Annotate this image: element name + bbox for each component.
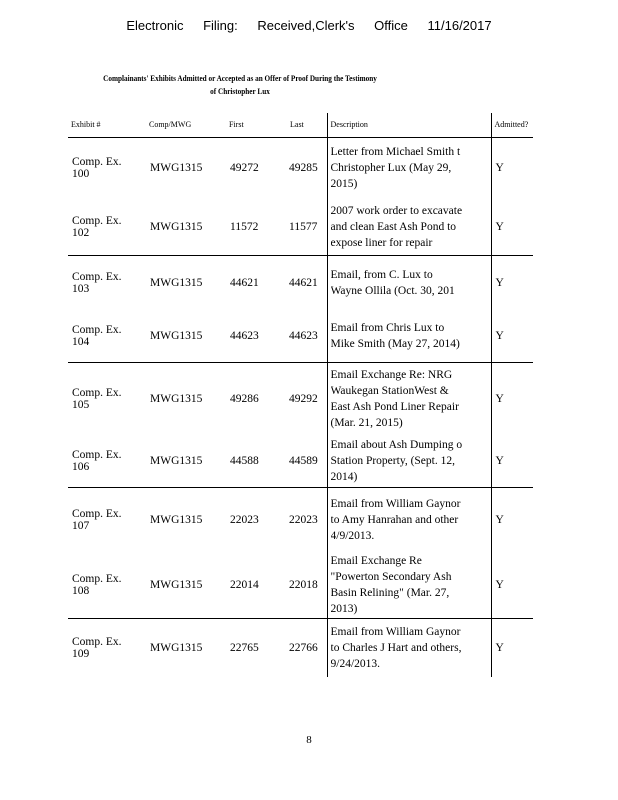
comp-cell: MWG1315 (150, 276, 203, 289)
table-row (68, 199, 533, 256)
last-cell: 11577 (287, 199, 327, 256)
description-line: (Mar. 21, 2015) (330, 416, 403, 429)
exhibit-line: Comp. Ex. (72, 214, 122, 227)
exhibit-cell (68, 256, 146, 310)
description-line: Mike Smith (May 27, 2014) (330, 337, 460, 350)
table-header-row (68, 113, 533, 138)
exhibit-cell (68, 488, 146, 552)
description-cell (327, 138, 491, 199)
description-line: Waukegan StationWest & (330, 384, 449, 397)
description-line: 2015) (330, 178, 358, 191)
description-line: Station Property, (Sept. 12, (330, 454, 455, 467)
exhibit-line: Comp. Ex. (72, 270, 122, 283)
description-line: Email Exchange Re (330, 554, 422, 567)
table-row (68, 256, 533, 310)
header-part: Electronic (126, 18, 184, 33)
table-row (68, 310, 533, 363)
description-cell (327, 199, 491, 256)
description-line: to Charles J Hart and others, (330, 641, 462, 654)
description-line: Christopher Lux (May 29, (330, 162, 452, 175)
description-line: 9/24/2013. (330, 657, 381, 670)
exhibit-line: 100 (72, 168, 90, 181)
filing-header (0, 18, 618, 33)
description-line: 4/9/2013. (330, 529, 375, 542)
column-header-exhibit: Exhibit # (68, 113, 146, 138)
description-line: Email about Ash Dumping o (330, 438, 463, 451)
last-cell: 22018 (287, 552, 327, 619)
description-line: Letter from Michael Smith t (330, 146, 461, 159)
exhibit-line: 103 (72, 282, 90, 295)
first-cell: 22765 (230, 641, 259, 654)
exhibit-cell (68, 552, 146, 619)
description-cell (327, 363, 491, 435)
table-row (68, 619, 533, 677)
comp-cell: MWG1315 (146, 552, 226, 619)
exhibit-line: Comp. Ex. (72, 448, 122, 461)
comp-cell: MWG1315 (150, 392, 203, 405)
admitted-cell: Y (495, 392, 504, 405)
header-part: Received,Clerk's (257, 18, 355, 33)
table-row (68, 488, 533, 552)
exhibit-line: 109 (72, 647, 90, 660)
comp-cell: MWG1315 (146, 435, 226, 488)
document-title (96, 72, 385, 98)
last-cell: 22766 (287, 619, 327, 677)
exhibit-line: Comp. Ex. (72, 156, 122, 169)
exhibit-line: 106 (72, 460, 90, 473)
header-part: Filing: (203, 18, 238, 33)
comp-cell: MWG1315 (150, 641, 203, 654)
first-cell: 44588 (226, 435, 287, 488)
description-line: Email from Chris Lux to (330, 321, 445, 334)
comp-cell: MWG1315 (150, 513, 203, 526)
admitted-cell: Y (495, 276, 504, 289)
description-line: Basin Relining" (Mar. 27, (330, 586, 450, 599)
page-number: 8 (306, 734, 312, 746)
header-part: Office (374, 18, 408, 33)
table-row (68, 138, 533, 199)
description-line: expose liner for repair (330, 236, 433, 249)
last-cell: 22023 (287, 488, 327, 552)
comp-cell: MWG1315 (146, 199, 226, 256)
exhibit-cell (68, 363, 146, 435)
description-cell (327, 310, 491, 363)
description-cell (327, 256, 491, 310)
admitted-cell: Y (491, 310, 533, 363)
exhibit-line: 104 (72, 335, 90, 348)
description-cell (327, 619, 491, 677)
admitted-cell: Y (495, 513, 504, 526)
exhibit-line: Comp. Ex. (72, 572, 122, 585)
first-cell: 22014 (226, 552, 287, 619)
first-cell: 49272 (230, 162, 259, 175)
description-cell (327, 435, 491, 488)
description-cell (327, 552, 491, 619)
column-header-description: Description (327, 113, 491, 138)
description-line: Email Exchange Re: NRG (330, 368, 453, 381)
exhibit-line: 108 (72, 584, 90, 597)
exhibit-line: 105 (72, 398, 90, 411)
description-line: "Powerton Secondary Ash (330, 570, 452, 583)
description-line: Wayne Ollila (Oct. 30, 201 (330, 284, 455, 297)
exhibit-line: 102 (72, 226, 90, 239)
admitted-cell: Y (495, 162, 504, 175)
last-cell: 44623 (287, 310, 327, 363)
description-line: Email, from C. Lux to (330, 268, 433, 281)
description-line: to Amy Hanrahan and other (330, 513, 459, 526)
last-cell: 44621 (287, 256, 327, 310)
comp-cell: MWG1315 (150, 162, 203, 175)
first-cell: 11572 (226, 199, 287, 256)
table-row (68, 435, 533, 488)
description-line: 2014) (330, 470, 358, 483)
column-header-first: First (226, 113, 287, 138)
description-cell (327, 488, 491, 552)
exhibit-cell (68, 435, 146, 488)
column-header-admitted: Admitted? (491, 113, 533, 138)
first-cell: 49286 (230, 392, 259, 405)
column-header-last: Last (287, 113, 327, 138)
exhibits-table (68, 113, 533, 677)
description-line: East Ash Pond Liner Repair (330, 400, 459, 413)
last-cell: 44589 (287, 435, 327, 488)
first-cell: 22023 (230, 513, 259, 526)
admitted-cell: Y (491, 199, 533, 256)
exhibit-line: Comp. Ex. (72, 386, 122, 399)
last-cell: 49285 (287, 138, 327, 199)
description-line: Email from William Gaynor (330, 625, 461, 638)
description-line: 2013) (330, 602, 358, 615)
admitted-cell: Y (495, 641, 504, 654)
title-line-2: of Christopher Lux (210, 86, 270, 96)
exhibit-line: Comp. Ex. (72, 635, 122, 648)
exhibit-line: Comp. Ex. (72, 323, 122, 336)
exhibit-line: Comp. Ex. (72, 507, 122, 520)
exhibit-cell (68, 199, 146, 256)
first-cell: 44621 (230, 276, 259, 289)
description-line: 2007 work order to excavate (330, 204, 463, 217)
admitted-cell: Y (491, 552, 533, 619)
table-row (68, 363, 533, 435)
exhibit-cell (68, 310, 146, 363)
admitted-cell: Y (491, 435, 533, 488)
description-line: Email from William Gaynor (330, 497, 461, 510)
description-line: and clean East Ash Pond to (330, 220, 457, 233)
title-line-1: Complainants' Exhibits Admitted or Accepted as an Offer of Proof During the Testimony (103, 73, 377, 83)
exhibit-line: 107 (72, 519, 90, 532)
comp-cell: MWG1315 (146, 310, 226, 363)
exhibit-cell (68, 619, 146, 677)
header-part: 11/16/2017 (427, 18, 492, 33)
column-header-comp: Comp/MWG (146, 113, 226, 138)
last-cell: 49292 (287, 363, 327, 435)
exhibit-cell (68, 138, 146, 199)
table-row (68, 552, 533, 619)
first-cell: 44623 (226, 310, 287, 363)
